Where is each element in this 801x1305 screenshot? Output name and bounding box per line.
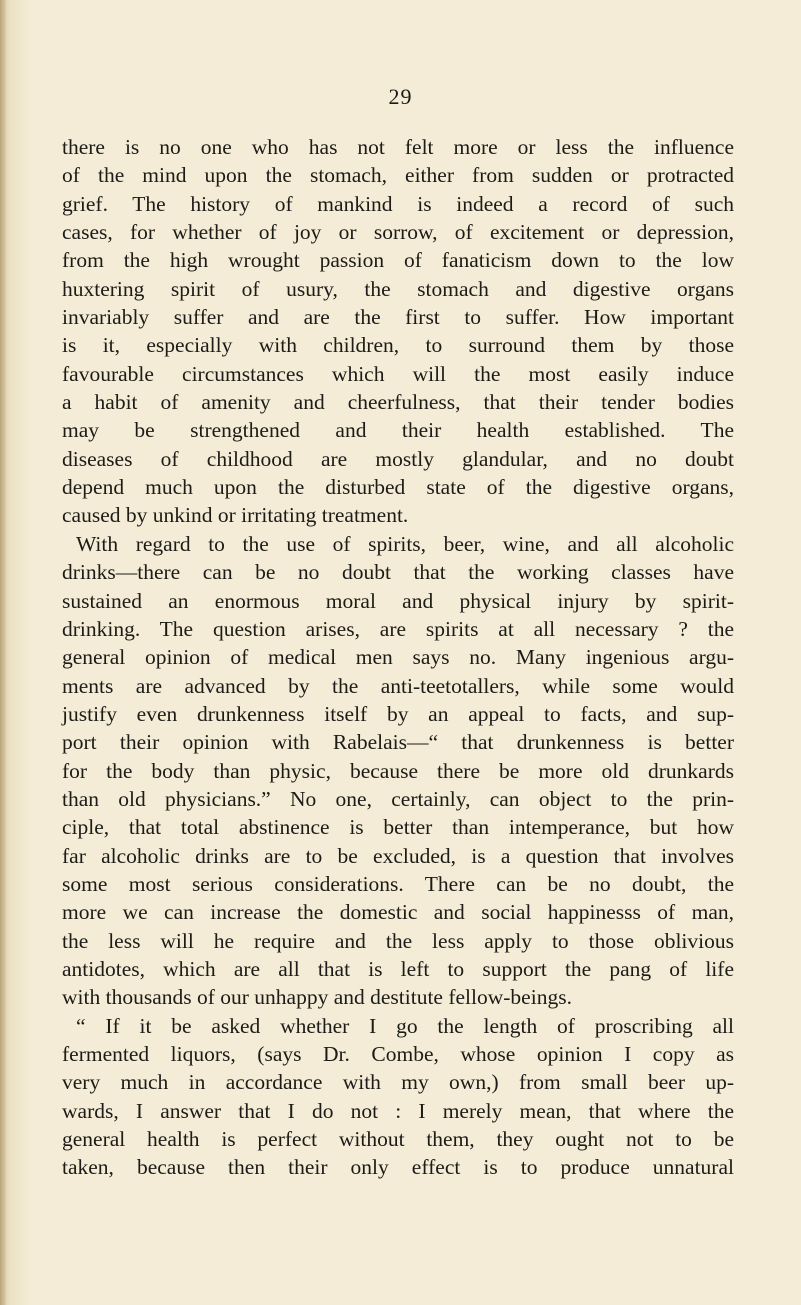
text-line: general health is perfect without them, they ought not to be: [62, 1127, 734, 1152]
text-line: depend much upon the disturbed state of the digestive organs,: [62, 475, 734, 500]
text-line: more we can increase the domestic and social happinesss of man,: [62, 900, 734, 925]
text-line: drinking. The question arises, are spirits at all necessary ? the: [62, 616, 734, 641]
text-line: the less will he require and the less apply to those oblivious: [62, 928, 734, 953]
text-line: general opinion of medical men says no. Many ingenious argu-: [62, 645, 734, 670]
text-line: grief. The history of mankind is indeed a record of such: [62, 191, 734, 216]
text-line: caused by unkind or irritating treatment.: [62, 503, 409, 528]
body-text: [62, 133, 734, 1182]
text-line: fermented liquors, (says Dr. Combe, whose opinion I copy as: [62, 1042, 734, 1066]
text-line: may be strengthened and their health established. The: [62, 418, 734, 443]
text-line: there is no one who has not felt more or less the influence: [62, 135, 734, 159]
text-line: cases, for whether of joy or sorrow, of excitement or depression,: [62, 220, 734, 245]
text-line: sustained an enormous moral and physical injury by spirit-: [62, 588, 734, 613]
text-line: port their opinion with Rabelais—“ that drunkenness is better: [62, 730, 734, 755]
text-line: invariably suffer and are the first to suffer. How important: [62, 305, 734, 330]
text-line: justify even drunkenness itself by an appeal to facts, and sup-: [62, 701, 734, 726]
text-line: with thousands of our unhappy and destitute fellow-beings.: [62, 985, 572, 1010]
text-line: very much in accordance with my own,) from small beer up-: [62, 1070, 734, 1095]
text-line: “ If it be asked whether I go the length of proscribing all: [76, 1013, 734, 1038]
text-line: a habit of amenity and cheerfulness, that their tender bodies: [62, 390, 734, 415]
text-line: far alcoholic drinks are to be excluded, is a question that involves: [62, 843, 734, 868]
text-line: taken, because then their only effect is to produce unnatural: [62, 1155, 734, 1180]
text-line: favourable circumstances which will the most easily induce: [62, 361, 734, 386]
text-line: from the high wrought passion of fanaticism down to the low: [62, 248, 734, 273]
text-line: With regard to the use of spirits, beer, wine, and all alcoholic: [76, 531, 734, 556]
text-line: than old physicians.” No one, certainly, can object to the prin-: [62, 786, 734, 811]
text-line: wards, I answer that I do not : I merely mean, that where the: [62, 1098, 734, 1123]
text-line: antidotes, which are all that is left to support the pang of life: [62, 956, 734, 981]
text-line: of the mind upon the stomach, either from sudden or protracted: [62, 163, 734, 188]
text-line: some most serious considerations. There can be no doubt, the: [62, 871, 734, 896]
text-line: for the body than physic, because there be more old drunkards: [62, 758, 734, 783]
text-line: ciple, that total abstinence is better than intemperance, but how: [62, 815, 734, 840]
text-line: huxtering spirit of usury, the stomach and digestive organs: [62, 276, 734, 301]
text-line: is it, especially with children, to surround them by those: [62, 333, 734, 358]
text-line: drinks—there can be no doubt that the working classes have: [62, 560, 734, 585]
binding-edge: [0, 0, 6, 1305]
text-line: ments are advanced by the anti-teetotallers, while some would: [62, 673, 734, 698]
page-number: 29: [388, 84, 413, 109]
text-line: diseases of childhood are mostly glandular, and no doubt: [62, 446, 734, 471]
